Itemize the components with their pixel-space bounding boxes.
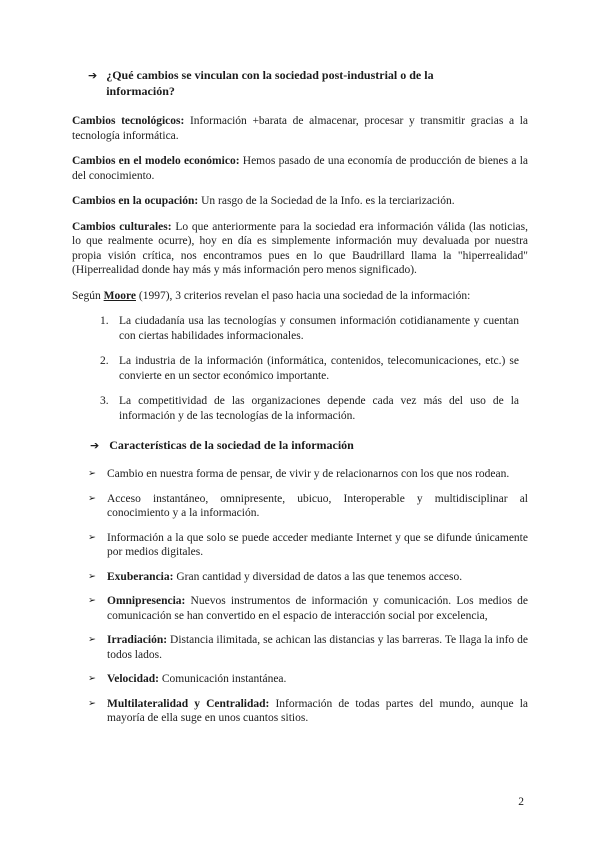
arrowhead-bullet-icon: ➢ bbox=[88, 697, 96, 709]
bullet-body: Gran cantidad y diversidad de datos a las que tenemos acceso. bbox=[176, 570, 463, 583]
bullet-text bbox=[107, 594, 528, 623]
numbered-item bbox=[100, 394, 528, 423]
moore-pre-text: Según bbox=[72, 289, 104, 302]
paragraph-lead: Cambios en la ocupación: bbox=[72, 195, 202, 207]
item-number: 3. bbox=[100, 395, 109, 407]
bullet-text bbox=[107, 492, 528, 521]
bullet-body: Nuevos instrumentos de información y comunicación. Los medios de comunicación se han convertido en el espacio de interacción social por excelencia, bbox=[107, 595, 528, 622]
bullet-lead: Exuberancia: bbox=[107, 570, 177, 583]
bullet-lead: Velocidad: bbox=[107, 673, 162, 685]
paragraph-moore bbox=[72, 289, 528, 304]
paragraph-culturales bbox=[72, 220, 528, 278]
arrowhead-bullet-icon: ➢ bbox=[88, 673, 96, 684]
paragraph-modelo-economico bbox=[72, 154, 528, 183]
arrow-icon: ➔ bbox=[90, 439, 100, 452]
bullet-text bbox=[107, 672, 528, 687]
moore-post-text: (1997), 3 criterios revelan el paso hacia una sociedad de la información: bbox=[135, 289, 471, 302]
arrowhead-bullet-icon: ➢ bbox=[88, 634, 96, 645]
criteria-numbered-list bbox=[72, 314, 528, 423]
paragraph-ocupacion bbox=[72, 194, 528, 209]
item-text: La competitividad de las organizaciones depende cada vez más del uso de la información y de las tecnologías de la información. bbox=[119, 395, 519, 422]
paragraph-lead: Cambios tecnológicos: bbox=[72, 115, 190, 127]
item-number: 2. bbox=[100, 355, 109, 367]
main-heading-text: ¿Qué cambios se vinculan con la sociedad post-industrial o de la información? bbox=[106, 68, 434, 98]
bullet-item bbox=[88, 697, 528, 726]
bullet-item bbox=[88, 467, 528, 482]
paragraph-body: Hemos pasado de una economía de producción de bienes a la del conocimiento. bbox=[72, 155, 528, 182]
bullet-lead: Irradiación: bbox=[107, 634, 171, 646]
paragraph-body: Lo que anteriormente para la sociedad era información válida (las noticias, lo que realmente ocurre), hoy en día es simplemente información muy devaluada por nuestra propia visión crítica, nos encontramos pues en lo que Baudrillard llama la "hiperrealidad" (Hiperrealidad donde hay más y más información pero menos significado). bbox=[72, 220, 528, 276]
bullet-body: Cambio en nuestra forma de pensar, de vivir y de relacionarnos con los que nos rodean. bbox=[107, 468, 510, 480]
bullet-text bbox=[107, 633, 528, 662]
bullet-lead: Multilateralidad y Centralidad: bbox=[107, 697, 276, 710]
bullet-item bbox=[88, 594, 528, 623]
bullet-body: Acceso instantáneo, omnipresente, ubicuo, Interoperable y multidisciplinar al conocimiento y a la información. bbox=[107, 492, 528, 519]
numbered-item bbox=[100, 314, 528, 343]
moore-reference: Moore bbox=[103, 289, 136, 302]
features-heading bbox=[90, 438, 528, 453]
item-text: La ciudadanía usa las tecnologías y consumen información cotidianamente y cuentan con ciertas habilidades informacionales. bbox=[119, 315, 519, 342]
paragraph-body: Información +barata de almacenar, procesar y transmitir gracias a la tecnología informática. bbox=[72, 115, 528, 142]
paragraph-lead: Cambios en el modelo económico: bbox=[72, 155, 243, 167]
bullet-item bbox=[88, 672, 528, 687]
paragraph-cambios-tecnologicos bbox=[72, 114, 528, 143]
arrowhead-bullet-icon: ➢ bbox=[88, 531, 96, 543]
arrowhead-bullet-icon: ➢ bbox=[88, 468, 96, 479]
item-text: La industria de la información (informática, contenidos, telecomunicaciones, etc.) se convierte en un sector económico importante. bbox=[119, 355, 519, 382]
bullet-text bbox=[107, 697, 528, 726]
main-heading bbox=[88, 68, 528, 99]
page-number: 2 bbox=[518, 796, 524, 808]
bullet-body: Comunicación instantánea. bbox=[161, 673, 287, 685]
bullet-body: Distancia ilimitada, se achican las distancias y las barreras. Te llaga la info de todos lados. bbox=[107, 634, 528, 661]
bullet-item bbox=[88, 531, 528, 560]
features-bullet-list bbox=[72, 467, 528, 726]
paragraph-body: Un rasgo de la Sociedad de la Info. es la terciarización. bbox=[201, 195, 455, 207]
bullet-item bbox=[88, 492, 528, 521]
bullet-item bbox=[88, 570, 528, 585]
numbered-item bbox=[100, 354, 528, 383]
bullet-body: Información de todas partes del mundo, aunque la mayoría de ella suge en unos cuantos sitios. bbox=[107, 697, 528, 724]
arrow-icon: ➔ bbox=[88, 69, 98, 82]
arrowhead-bullet-icon: ➢ bbox=[88, 570, 96, 582]
bullet-body: Información a la que solo se puede acceder mediante Internet y que se difunde únicamente por medios digitales. bbox=[107, 531, 528, 558]
item-number: 1. bbox=[100, 315, 109, 327]
arrowhead-bullet-icon: ➢ bbox=[88, 492, 96, 504]
bullet-text bbox=[107, 531, 528, 560]
arrowhead-bullet-icon: ➢ bbox=[88, 595, 96, 606]
features-heading-text: Características de la sociedad de la información bbox=[109, 438, 354, 452]
bullet-text bbox=[107, 467, 528, 482]
bullet-item bbox=[88, 633, 528, 662]
bullet-text bbox=[107, 570, 528, 585]
paragraph-lead: Cambios culturales: bbox=[72, 220, 176, 233]
bullet-lead: Omnipresencia: bbox=[107, 595, 191, 607]
